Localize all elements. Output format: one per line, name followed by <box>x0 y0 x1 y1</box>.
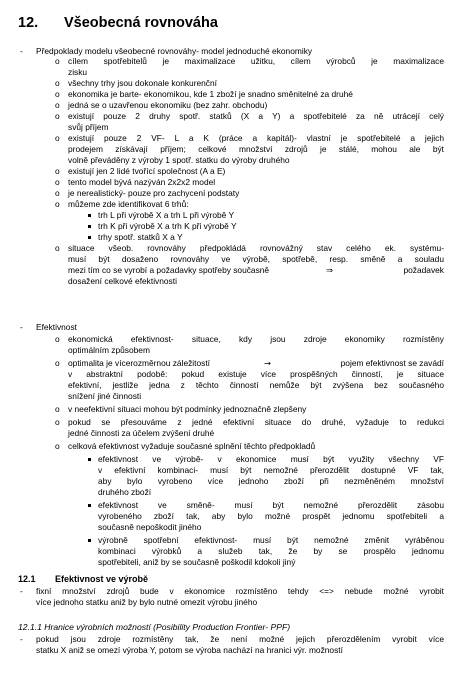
list-bullet: o <box>55 334 60 344</box>
text-line: tento model bývá nazýván 2x2x2 model <box>68 177 216 187</box>
text-line: existují pouze 2 VF- L a K (práce a kapitál)- vlastní je spotřebitelé a jejich <box>68 133 444 143</box>
list-bullet: o <box>55 441 60 451</box>
text-line: vyrobeného zboží tak, aby bylo možné prospět jednomu spotřebiteli a <box>98 511 444 521</box>
square-bullet <box>88 236 91 239</box>
section-title: Efektivnost ve výrobě <box>55 574 149 584</box>
text-line: aby bylo vyrobeno více jednoho zboží při nezměněném množství <box>98 476 444 486</box>
text-line: efektivní, jestliže jedna z těchto činností nemůže být zvýšena bez současného <box>68 380 444 390</box>
list-bullet: o <box>55 243 60 253</box>
text-line: existují pouze 2 druhy spotř. statků (X a Y) a spotřebitelé za ně utrácejí celý <box>68 111 444 121</box>
text-line: statku X aniž se omezí výroba Y, potom se výroba nachází na hranici výr. možností <box>36 645 343 655</box>
text-line: situace všeob. rovnováhy předpokládá rovnovážný stav celého ek. systému- <box>68 243 444 253</box>
chapter-number: 12. <box>18 15 39 31</box>
implies-arrow-icon: ⇒ <box>326 265 334 275</box>
list-dash: - <box>20 46 23 56</box>
text-line: ekonomika je barte- ekonomikou, kde 1 zboží je snadno směnitelné za druhé <box>68 89 353 99</box>
text-line: volně převáděny z výroby 1 spotř. statku do výroby druhého <box>68 155 290 165</box>
text-line: jedné činnosti za účelem zvýšení druhé <box>68 428 215 438</box>
text-line: je nerealistický- pouze pro zachycení podstaty <box>68 188 240 198</box>
list-dash: - <box>20 634 23 644</box>
list-dash: - <box>20 586 23 596</box>
text-line: prodejem získávají příjem; celkové množství zdrojů je stálé, mohou ale být <box>68 144 444 154</box>
text-line: mezi tím co se vyrobí a požadavky spotřeby současně <box>68 265 270 275</box>
list-bullet: o <box>55 166 60 176</box>
text-line: druhého zboží <box>98 487 152 497</box>
text-line: požadavek <box>403 265 444 275</box>
list-bullet: o <box>55 404 60 414</box>
text-line: pokud se přesouváme z jedné efektivní situace do druhé, vyžaduje to redukci <box>68 417 444 427</box>
text-line: fixní množství zdrojů bude v ekonomice rozmístěno tehdy <=> nebude možné vyrobit <box>36 586 444 596</box>
subsection-heading: 12.1.1 Hranice výrobních možností (Posibility Production Frontier- PPF) <box>18 622 291 632</box>
text-line: ekonomická efektivnost- situace, kdy jsou zdroje ekonomiky rozmístěny <box>68 334 444 344</box>
list-bullet: o <box>55 199 60 209</box>
square-bullet <box>88 539 91 542</box>
square-bullet <box>88 504 91 507</box>
text-line: pojem efektivnost se zavádí <box>340 358 444 368</box>
text-line: v neefektivní situaci mohou být podmínky jednoznačně zlepšeny <box>68 404 307 414</box>
list-bullet: o <box>55 78 60 88</box>
text-line: optimalita je vícerozměrnou záležitostí <box>68 358 210 368</box>
text-line: kombinaci výrobků a služeb tak, že by se prospělo jednomu <box>98 546 444 556</box>
text-line: více jednoho statku aniž by bylo nutné omezit výrobu jiného <box>36 597 258 607</box>
list-dash: - <box>20 322 23 332</box>
list-bullet: o <box>55 56 60 66</box>
list-bullet: o <box>55 111 60 121</box>
text-line: výrobně spotřební efektivnost- musí být nemožné změnit vyráběnou <box>98 535 444 545</box>
section-heading <box>18 574 148 585</box>
text-line: současně nepoškodit jiného <box>98 522 202 532</box>
text-line: cílem spotřebitelů je maximalizace užitku, cílem výrobců je maximalizace <box>68 56 444 66</box>
text-line: v efektivní kombinaci- musí být nemožné přerozdělit dostupné VF tak, <box>98 465 444 475</box>
sub-item: trhy spotř. statků X a Y <box>98 232 183 242</box>
text-line: můžeme zde identifikovat 6 trhů: <box>68 199 189 209</box>
list-bullet: o <box>55 89 60 99</box>
sub-item: trh L při výrobě X a trh L při výrobě Y <box>98 210 235 220</box>
text-line: efektivnost ve směně- musí být nemožné přerozdělit zásobu <box>98 500 444 510</box>
text-line: všechny trhy jsou dokonale konkurenční <box>68 78 217 88</box>
list-bullet: o <box>55 100 60 110</box>
section-number: 12.1 <box>18 574 36 584</box>
list-bullet: o <box>55 133 60 143</box>
text-line: svůj příjem <box>68 122 109 132</box>
section-intro: Předpoklady modelu všeobecné rovnováhy- model jednoduché ekonomiky <box>36 46 313 56</box>
square-bullet <box>88 214 91 217</box>
text-line: snížení jiné činnosti <box>68 391 142 401</box>
square-bullet <box>88 225 91 228</box>
list-bullet: o <box>55 188 60 198</box>
chapter-title: Všeobecná rovnováha <box>64 15 218 31</box>
text-line: efektivnost ve výrobě- v ekonomice musí být využity všechny VF <box>98 454 444 464</box>
text-line: spotřebiteli, aniž by se současně poškodil kdokoli jiný <box>98 557 296 567</box>
arrow-right-icon: → <box>264 358 272 368</box>
text-line: existují jen 2 lidé tvořící společnost (A a E) <box>68 166 226 176</box>
text-line: pokud jsou zdroje rozmístěny tak, že není možné jejich přerozdělením vyrobit více <box>36 634 444 644</box>
text-line: celková efektivnost vyžaduje současné splnění těchto předpokladů <box>68 441 316 451</box>
text-line: jedná se o uzavřenou ekonomiku (bez zahr. obchodu) <box>68 100 268 110</box>
chapter-heading <box>18 15 218 31</box>
square-bullet <box>88 458 91 461</box>
text-line: v abstraktní podobě: pokud existuje více prospěšných činností, je situace <box>68 369 444 379</box>
sub-item: trh K při výrobě X a trh K při výrobě Y <box>98 221 237 231</box>
text-line: zisku <box>68 67 88 77</box>
text-line: dosažení celkové efektivnosti <box>68 276 177 286</box>
text-line: optimálním způsobem <box>68 345 150 355</box>
section-intro: Efektivnost <box>36 322 77 332</box>
text-line: musí být dosaženo rovnováhy ve výrobě, spotřebě, resp. směně a souladu <box>68 254 444 264</box>
list-bullet: o <box>55 177 60 187</box>
list-bullet: o <box>55 358 60 368</box>
list-bullet: o <box>55 417 60 427</box>
